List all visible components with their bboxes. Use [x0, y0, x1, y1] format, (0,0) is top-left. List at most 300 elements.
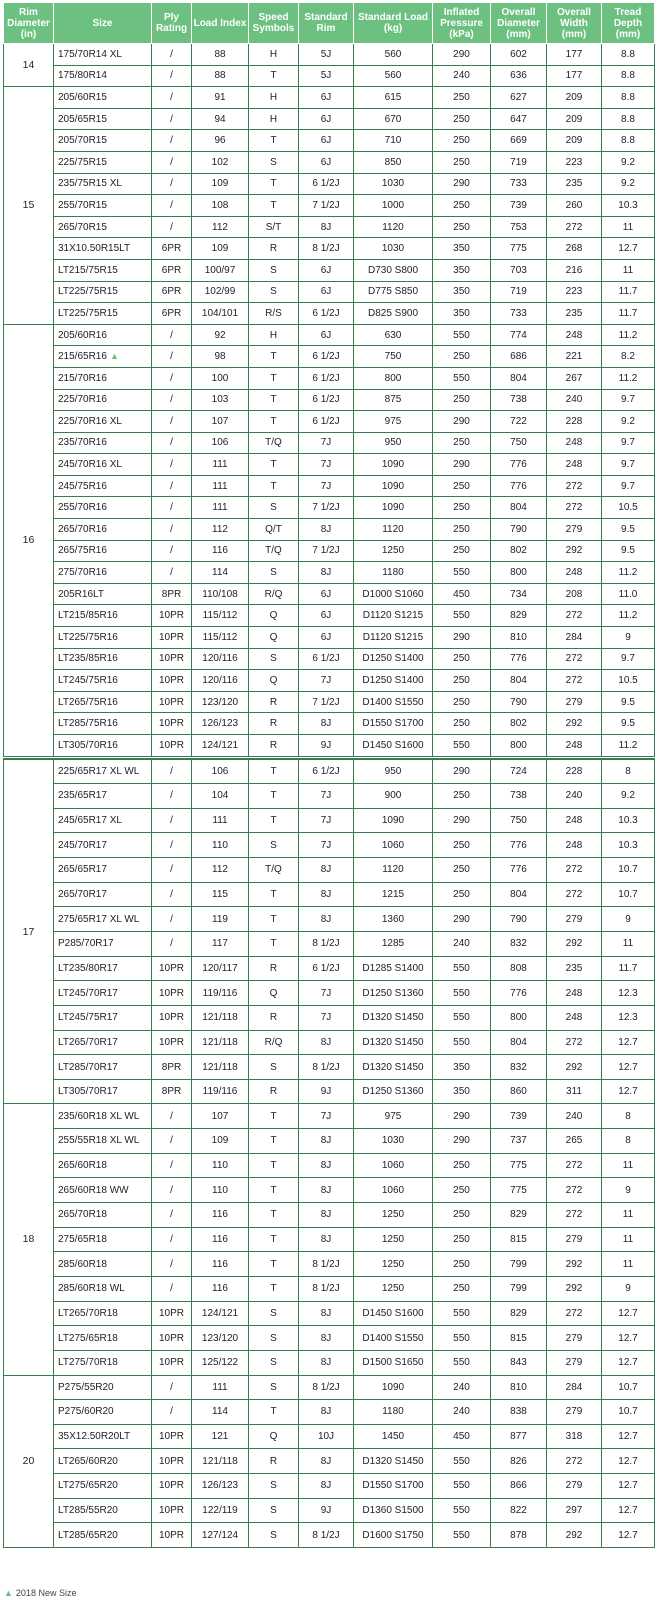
size-text: 225/65R17 XL WL — [58, 766, 140, 778]
table-row — [4, 1375, 655, 1400]
standard-load-cell: D1320 S1450 — [354, 1055, 433, 1080]
speed-symbol-cell: T — [249, 1252, 299, 1277]
speed-symbol-cell: S — [249, 562, 299, 584]
overall-width-cell: 272 — [547, 1178, 602, 1203]
tread-depth-cell: 11 — [602, 931, 655, 956]
table-row — [4, 151, 655, 173]
pressure-cell: 250 — [433, 87, 491, 109]
tread-depth-cell: 9.7 — [602, 432, 655, 454]
table-row — [4, 259, 655, 281]
ply-cell: / — [152, 497, 192, 519]
standard-load-cell: D1450 S1600 — [354, 1301, 433, 1326]
pressure-cell: 290 — [433, 44, 491, 66]
load-index-cell: 122/119 — [192, 1498, 249, 1523]
table-row — [4, 454, 655, 476]
standard-load-cell: 1250 — [354, 1227, 433, 1252]
standard-rim-cell: 6 1/2J — [299, 367, 354, 389]
table-row — [4, 65, 655, 87]
size-text: P275/55R20 — [58, 1381, 114, 1393]
standard-load-cell: D1120 S1215 — [354, 605, 433, 627]
tread-depth-cell: 10.7 — [602, 882, 655, 907]
overall-diameter-cell: 776 — [491, 858, 547, 883]
overall-width-cell: 272 — [547, 475, 602, 497]
overall-diameter-cell: 737 — [491, 1129, 547, 1154]
tread-depth-cell: 12.7 — [602, 1474, 655, 1499]
overall-width-cell: 292 — [547, 1055, 602, 1080]
pressure-cell: 250 — [433, 784, 491, 809]
size-text: LT265/60R20 — [58, 1455, 118, 1467]
overall-width-cell: 272 — [547, 1301, 602, 1326]
size-cell — [54, 1178, 152, 1203]
standard-load-cell: 875 — [354, 389, 433, 411]
size-cell — [54, 1252, 152, 1277]
ply-cell: / — [152, 931, 192, 956]
standard-load-cell: D1550 S1700 — [354, 713, 433, 735]
pressure-cell: 250 — [433, 130, 491, 152]
table-row — [4, 130, 655, 152]
table-row — [4, 195, 655, 217]
standard-load-cell: 1180 — [354, 562, 433, 584]
standard-rim-cell: 6 1/2J — [299, 648, 354, 670]
ply-cell: / — [152, 1252, 192, 1277]
overall-width-cell: 272 — [547, 216, 602, 238]
standard-rim-cell: 7J — [299, 1005, 354, 1030]
speed-symbol-cell: T — [249, 173, 299, 195]
standard-rim-cell: 8J — [299, 907, 354, 932]
size-text: LT285/75R16 — [58, 718, 118, 730]
table-row — [4, 1326, 655, 1351]
table-row — [4, 389, 655, 411]
speed-symbol-cell: R/S — [249, 303, 299, 325]
standard-rim-cell: 7 1/2J — [299, 691, 354, 713]
load-index-cell: 96 — [192, 130, 249, 152]
tread-depth-cell: 11.7 — [602, 956, 655, 981]
speed-symbol-cell: R — [249, 1449, 299, 1474]
standard-load-cell: 800 — [354, 367, 433, 389]
tire-spec-table-part2 — [3, 758, 654, 1548]
speed-symbol-cell: T — [249, 367, 299, 389]
standard-load-cell: 750 — [354, 346, 433, 368]
overall-diameter-cell: 822 — [491, 1498, 547, 1523]
rim-diameter-cell: 17 — [4, 759, 54, 1104]
ply-cell: / — [152, 195, 192, 217]
size-text: 265/75R16 — [58, 545, 107, 557]
standard-rim-cell: 6J — [299, 627, 354, 649]
overall-width-cell: 284 — [547, 627, 602, 649]
standard-rim-cell: 8J — [299, 858, 354, 883]
standard-load-cell: 1285 — [354, 931, 433, 956]
load-index-cell: 88 — [192, 44, 249, 66]
load-index-cell: 124/121 — [192, 735, 249, 757]
overall-diameter-cell: 802 — [491, 540, 547, 562]
size-cell — [54, 389, 152, 411]
load-index-cell: 107 — [192, 1104, 249, 1129]
standard-rim-cell: 8 1/2J — [299, 1276, 354, 1301]
overall-width-cell: 292 — [547, 1523, 602, 1548]
ply-cell: / — [152, 808, 192, 833]
standard-load-cell: D1550 S1700 — [354, 1474, 433, 1499]
overall-diameter-cell: 878 — [491, 1523, 547, 1548]
table-row — [4, 670, 655, 692]
overall-width-cell: 297 — [547, 1498, 602, 1523]
overall-width-cell: 272 — [547, 497, 602, 519]
footnote — [4, 1588, 76, 1598]
size-cell — [54, 411, 152, 433]
overall-diameter-cell: 810 — [491, 1375, 547, 1400]
overall-width-cell: 272 — [547, 1153, 602, 1178]
speed-symbol-cell: T/Q — [249, 540, 299, 562]
load-index-cell: 109 — [192, 1129, 249, 1154]
load-index-cell: 115/112 — [192, 605, 249, 627]
pressure-cell: 250 — [433, 858, 491, 883]
table-row — [4, 324, 655, 346]
overall-width-cell: 279 — [547, 907, 602, 932]
table-row — [4, 44, 655, 66]
size-text: LT235/85R16 — [58, 653, 118, 665]
ply-cell: / — [152, 346, 192, 368]
size-text: 205/70R15 — [58, 135, 107, 147]
table-row — [4, 1276, 655, 1301]
size-cell — [54, 519, 152, 541]
overall-width-cell: 235 — [547, 956, 602, 981]
table-row — [4, 303, 655, 325]
size-text: P275/60R20 — [58, 1406, 114, 1418]
tread-depth-cell: 8.2 — [602, 346, 655, 368]
load-index-cell: 125/122 — [192, 1350, 249, 1375]
standard-load-cell: D1500 S1650 — [354, 1350, 433, 1375]
size-text: LT225/75R16 — [58, 631, 118, 643]
tread-depth-cell: 12.7 — [602, 238, 655, 260]
ply-cell: 10PR — [152, 1350, 192, 1375]
ply-cell: 8PR — [152, 583, 192, 605]
size-cell — [54, 497, 152, 519]
speed-symbol-cell: R — [249, 691, 299, 713]
size-cell — [54, 605, 152, 627]
speed-symbol-cell: R — [249, 238, 299, 260]
ply-cell: / — [152, 87, 192, 109]
standard-rim-cell: 6J — [299, 108, 354, 130]
size-text: 275/70R16 — [58, 567, 107, 579]
overall-width-cell: 228 — [547, 411, 602, 433]
ply-cell: 6PR — [152, 238, 192, 260]
overall-width-cell: 272 — [547, 670, 602, 692]
size-cell — [54, 956, 152, 981]
size-cell — [54, 713, 152, 735]
overall-diameter-cell: 733 — [491, 303, 547, 325]
size-cell — [54, 833, 152, 858]
ply-cell: 10PR — [152, 735, 192, 757]
overall-width-cell: 248 — [547, 324, 602, 346]
standard-rim-cell: 6J — [299, 583, 354, 605]
table-row — [4, 367, 655, 389]
table-row — [4, 691, 655, 713]
speed-symbol-cell: S — [249, 1498, 299, 1523]
rim-diameter-cell: 18 — [4, 1104, 54, 1375]
standard-load-cell: 950 — [354, 432, 433, 454]
load-index-cell: 94 — [192, 108, 249, 130]
tread-depth-cell: 9.7 — [602, 648, 655, 670]
standard-load-cell: 1450 — [354, 1424, 433, 1449]
overall-diameter-cell: 808 — [491, 956, 547, 981]
standard-load-cell: D1600 S1750 — [354, 1523, 433, 1548]
pressure-cell: 250 — [433, 108, 491, 130]
standard-rim-cell: 8J — [299, 562, 354, 584]
load-index-cell: 111 — [192, 454, 249, 476]
standard-load-cell: 1180 — [354, 1400, 433, 1425]
ply-cell: / — [152, 151, 192, 173]
standard-rim-cell: 8J — [299, 1030, 354, 1055]
pressure-cell: 550 — [433, 981, 491, 1006]
standard-rim-cell: 6J — [299, 281, 354, 303]
ply-cell: / — [152, 759, 192, 784]
ply-cell: / — [152, 562, 192, 584]
standard-load-cell: 1215 — [354, 882, 433, 907]
overall-width-cell: 248 — [547, 981, 602, 1006]
pressure-cell: 250 — [433, 1203, 491, 1228]
tread-depth-cell: 11 — [602, 1203, 655, 1228]
load-index-cell: 110 — [192, 833, 249, 858]
overall-diameter-cell: 829 — [491, 1301, 547, 1326]
table-row — [4, 956, 655, 981]
size-cell — [54, 324, 152, 346]
pressure-cell: 550 — [433, 1030, 491, 1055]
standard-load-cell: 1250 — [354, 1276, 433, 1301]
ply-cell: / — [152, 411, 192, 433]
pressure-cell: 550 — [433, 1005, 491, 1030]
size-cell — [54, 540, 152, 562]
load-index-cell: 116 — [192, 1203, 249, 1228]
pressure-cell: 550 — [433, 1474, 491, 1499]
standard-rim-cell: 7J — [299, 432, 354, 454]
standard-rim-cell: 7J — [299, 454, 354, 476]
overall-width-cell: 279 — [547, 519, 602, 541]
tread-depth-cell: 9.5 — [602, 519, 655, 541]
size-text: 255/55R18 XL WL — [58, 1135, 140, 1147]
standard-load-cell: 1030 — [354, 238, 433, 260]
pressure-cell: 350 — [433, 303, 491, 325]
load-index-cell: 116 — [192, 1227, 249, 1252]
table-row — [4, 1474, 655, 1499]
table-row — [4, 1055, 655, 1080]
tread-depth-cell: 9 — [602, 1178, 655, 1203]
load-index-cell: 92 — [192, 324, 249, 346]
speed-symbol-cell: R — [249, 735, 299, 757]
overall-width-cell: 272 — [547, 648, 602, 670]
speed-symbol-cell: T — [249, 1400, 299, 1425]
pressure-cell: 250 — [433, 216, 491, 238]
overall-diameter-cell: 775 — [491, 238, 547, 260]
header-overall-diameter: Overall Diameter (mm) — [491, 3, 547, 44]
table-row — [4, 216, 655, 238]
speed-symbol-cell: S — [249, 281, 299, 303]
load-index-cell: 109 — [192, 173, 249, 195]
overall-width-cell: 279 — [547, 1400, 602, 1425]
rim-diameter-cell: 16 — [4, 324, 54, 756]
pressure-cell: 290 — [433, 808, 491, 833]
load-index-cell: 119/116 — [192, 1079, 249, 1104]
tread-depth-cell: 9.7 — [602, 389, 655, 411]
standard-rim-cell: 7J — [299, 784, 354, 809]
standard-load-cell: 710 — [354, 130, 433, 152]
header-inflated-pressure: Inflated Pressure (kPa) — [433, 3, 491, 44]
size-cell — [54, 1424, 152, 1449]
size-cell — [54, 281, 152, 303]
size-cell — [54, 858, 152, 883]
overall-diameter-cell: 776 — [491, 833, 547, 858]
standard-load-cell: D730 S800 — [354, 259, 433, 281]
ply-cell: / — [152, 1203, 192, 1228]
standard-rim-cell: 8 1/2J — [299, 238, 354, 260]
tread-depth-cell: 9.7 — [602, 475, 655, 497]
overall-diameter-cell: 877 — [491, 1424, 547, 1449]
standard-rim-cell: 6J — [299, 130, 354, 152]
pressure-cell: 550 — [433, 1301, 491, 1326]
tread-depth-cell: 11.7 — [602, 281, 655, 303]
overall-width-cell: 248 — [547, 808, 602, 833]
overall-width-cell: 248 — [547, 454, 602, 476]
load-index-cell: 119 — [192, 907, 249, 932]
overall-width-cell: 221 — [547, 346, 602, 368]
tread-depth-cell: 8 — [602, 1104, 655, 1129]
standard-load-cell: 1250 — [354, 1252, 433, 1277]
size-cell — [54, 108, 152, 130]
standard-rim-cell: 6 1/2J — [299, 956, 354, 981]
size-text: LT265/75R16 — [58, 696, 118, 708]
standard-rim-cell: 8J — [299, 882, 354, 907]
table-row — [4, 858, 655, 883]
size-text: LT225/75R15 — [58, 286, 118, 298]
speed-symbol-cell: S — [249, 1055, 299, 1080]
size-text: 245/70R16 XL — [58, 459, 122, 471]
overall-width-cell: 260 — [547, 195, 602, 217]
load-index-cell: 121/118 — [192, 1005, 249, 1030]
overall-diameter-cell: 804 — [491, 1030, 547, 1055]
standard-load-cell: 1030 — [354, 173, 433, 195]
tread-depth-cell: 9.5 — [602, 691, 655, 713]
overall-width-cell: 209 — [547, 87, 602, 109]
overall-diameter-cell: 775 — [491, 1153, 547, 1178]
standard-load-cell: 1090 — [354, 1375, 433, 1400]
standard-load-cell: 1030 — [354, 1129, 433, 1154]
standard-rim-cell: 7J — [299, 670, 354, 692]
pressure-cell: 240 — [433, 1375, 491, 1400]
speed-symbol-cell: Q — [249, 627, 299, 649]
overall-diameter-cell: 750 — [491, 808, 547, 833]
overall-diameter-cell: 739 — [491, 195, 547, 217]
load-index-cell: 109 — [192, 238, 249, 260]
speed-symbol-cell: T — [249, 454, 299, 476]
size-cell — [54, 1326, 152, 1351]
size-text: LT275/70R18 — [58, 1357, 118, 1369]
ply-cell: 10PR — [152, 1523, 192, 1548]
tread-depth-cell: 10.5 — [602, 497, 655, 519]
speed-symbol-cell: H — [249, 44, 299, 66]
tread-depth-cell: 8 — [602, 759, 655, 784]
load-index-cell: 104 — [192, 784, 249, 809]
standard-load-cell: 670 — [354, 108, 433, 130]
overall-diameter-cell: 733 — [491, 173, 547, 195]
standard-load-cell: D1320 S1450 — [354, 1005, 433, 1030]
size-cell — [54, 454, 152, 476]
header-size: Size — [54, 3, 152, 44]
tread-depth-cell: 11 — [602, 216, 655, 238]
pressure-cell: 250 — [433, 195, 491, 217]
load-index-cell: 104/101 — [192, 303, 249, 325]
header-ply-rating: Ply Rating — [152, 3, 192, 44]
overall-width-cell: 311 — [547, 1079, 602, 1104]
pressure-cell: 250 — [433, 1153, 491, 1178]
size-text: LT285/55R20 — [58, 1505, 118, 1517]
rim-diameter-cell: 14 — [4, 44, 54, 87]
overall-diameter-cell: 815 — [491, 1326, 547, 1351]
standard-rim-cell: 6 1/2J — [299, 389, 354, 411]
overall-diameter-cell: 669 — [491, 130, 547, 152]
ply-cell: 10PR — [152, 1005, 192, 1030]
overall-diameter-cell: 719 — [491, 281, 547, 303]
size-cell — [54, 784, 152, 809]
ply-cell: / — [152, 389, 192, 411]
size-cell — [54, 44, 152, 66]
table-row — [4, 87, 655, 109]
size-cell — [54, 1375, 152, 1400]
table-row — [4, 1079, 655, 1104]
speed-symbol-cell: Q — [249, 1424, 299, 1449]
tread-depth-cell: 12.7 — [602, 1498, 655, 1523]
load-index-cell: 115 — [192, 882, 249, 907]
speed-symbol-cell: T — [249, 65, 299, 87]
speed-symbol-cell: Q/T — [249, 519, 299, 541]
load-index-cell: 120/117 — [192, 956, 249, 981]
speed-symbol-cell: S — [249, 151, 299, 173]
pressure-cell: 250 — [433, 833, 491, 858]
table-row — [4, 833, 655, 858]
standard-rim-cell: 6J — [299, 605, 354, 627]
size-cell — [54, 759, 152, 784]
size-text: LT215/75R15 — [58, 264, 118, 276]
speed-symbol-cell: S — [249, 1474, 299, 1499]
pressure-cell: 350 — [433, 1079, 491, 1104]
table-row — [4, 1203, 655, 1228]
speed-symbol-cell: S — [249, 1350, 299, 1375]
standard-load-cell: 1250 — [354, 540, 433, 562]
pressure-cell: 250 — [433, 1178, 491, 1203]
standard-load-cell: 1120 — [354, 858, 433, 883]
standard-rim-cell: 7 1/2J — [299, 195, 354, 217]
overall-diameter-cell: 860 — [491, 1079, 547, 1104]
speed-symbol-cell: S — [249, 833, 299, 858]
tread-depth-cell: 9.7 — [602, 454, 655, 476]
table-row — [4, 981, 655, 1006]
tire-spec-table-part1 — [3, 2, 654, 757]
overall-width-cell: 292 — [547, 1276, 602, 1301]
tread-depth-cell: 12.7 — [602, 1449, 655, 1474]
overall-width-cell: 284 — [547, 1375, 602, 1400]
size-cell — [54, 1203, 152, 1228]
speed-symbol-cell: R — [249, 713, 299, 735]
tread-depth-cell: 9.2 — [602, 784, 655, 809]
pressure-cell: 250 — [433, 151, 491, 173]
tread-depth-cell: 10.3 — [602, 833, 655, 858]
overall-diameter-cell: 790 — [491, 691, 547, 713]
overall-diameter-cell: 724 — [491, 759, 547, 784]
table-row — [4, 238, 655, 260]
ply-cell: 10PR — [152, 627, 192, 649]
speed-symbol-cell: T/Q — [249, 858, 299, 883]
overall-diameter-cell: 774 — [491, 324, 547, 346]
tread-depth-cell: 10.3 — [602, 808, 655, 833]
table-row — [4, 1005, 655, 1030]
standard-load-cell: D775 S850 — [354, 281, 433, 303]
